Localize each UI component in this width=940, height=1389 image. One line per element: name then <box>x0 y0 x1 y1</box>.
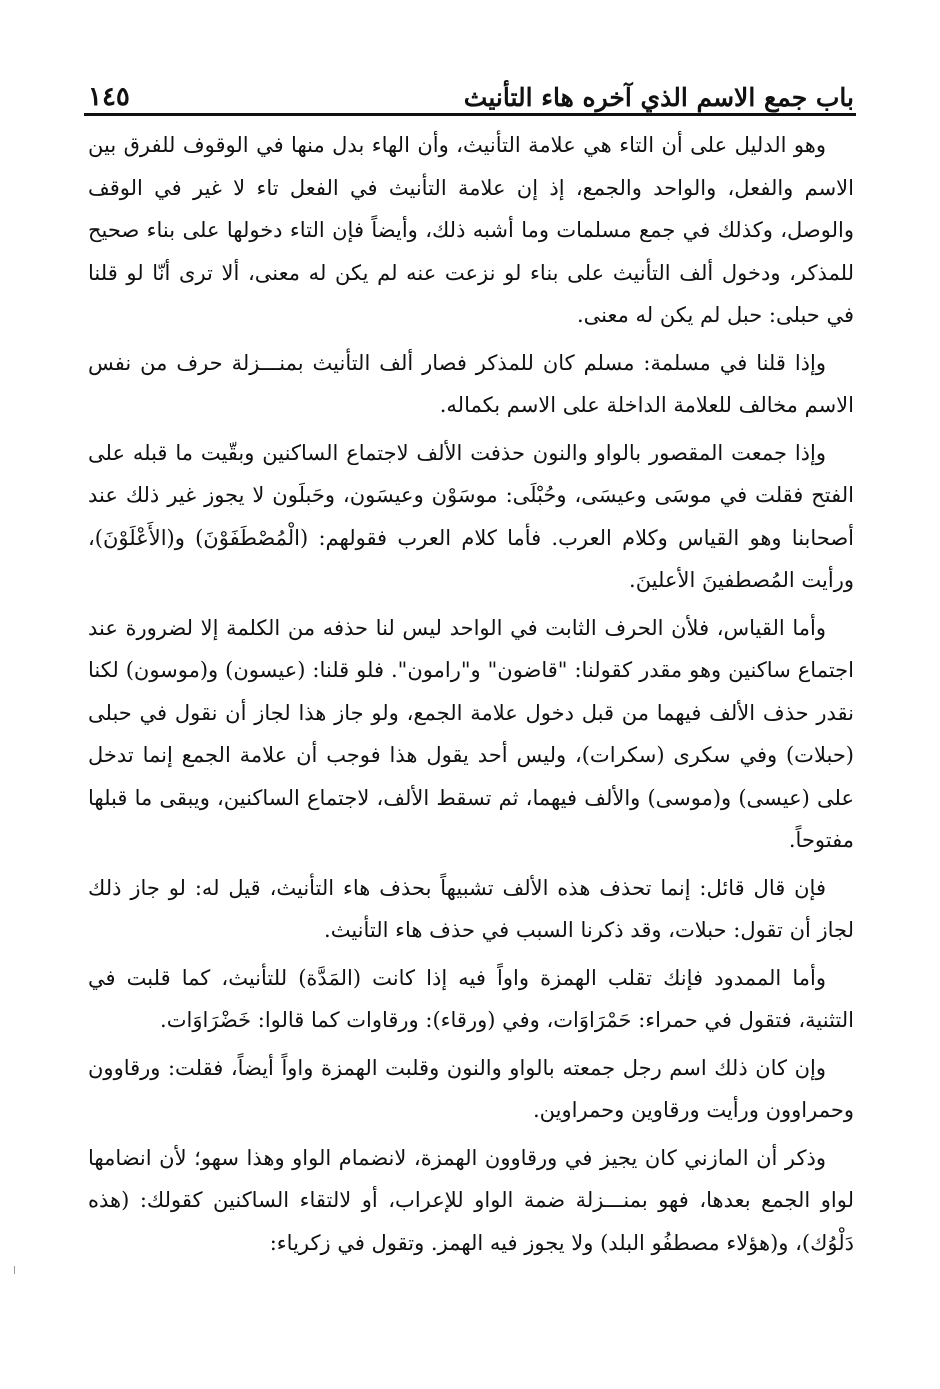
running-title: باب جمع الاسم الذي آخره هاء التأنيث <box>463 83 854 112</box>
header-rule <box>84 113 856 116</box>
page-header <box>88 58 854 112</box>
margin-mark <box>14 1266 15 1274</box>
paragraph: وهو الدليل على أن التاء هي علامة التأنيث، وأن الهاء بدل منها في الوقوف للفرق بين الاسم والفعل، والواحد والجمع، إذ إن علامة التأنيث في الفعل تاء لا غير في الوقف والوصل، وكذلك في جمع مسلمات وما أشبه ذلك، وأيضاً فإن التاء دخولها على بناء صحيح للمذكر، ودخول ألف التأنيث على بناء لو نزعت عنه لم يكن له معنى، ألا ترى أنّا لو قلنا في حبلى: حبل لم يكن له معنى. <box>88 133 854 327</box>
page-body <box>88 124 854 1269</box>
paragraph: وذكر أن المازني كان يجيز في ورقاوون الهمزة، لانضمام الواو وهذا سهو؛ لأن انضامها لواو الجمع بعدها، فهو بمنـــزلة ضمة الواو للإعراب، أو لالتقاء الساكنين كقولك: (هذه دَلْوُك)، و(هؤلاء مصطفُو البلد) ولا يجوز فيه الهمز. وتقول في زكرياء: <box>88 1145 854 1255</box>
paragraph: فإن قال قائل: إنما تحذف هذه الألف تشبيهاً بحذف هاء التأنيث، قيل له: لو جاز ذلك لجاز أن تقول: حبلات، وقد ذكرنا السبب في حذف هاء التأنيث. <box>88 875 854 942</box>
paragraph: وإذا جمعت المقصور بالواو والنون حذفت الألف لاجتماع الساكنين وبقّيت ما قبله على الفتح فقلت في موسَى وعيسَى، وحُبْلَى: موسَوْن وعيسَون، وحَبلَون لا يجوز غير ذلك عند أصحابنا وهو القياس وكلام العرب. فأما كلام العرب فقولهم: (الْمُصْطَفَوْنَ) و(الأَعْلَوْنَ)، ورأيت المُصطفينَ الأعلينَ. <box>88 440 854 592</box>
page-number: ١٤٥ <box>88 82 130 112</box>
paragraph: وأما القياس، فلأن الحرف الثابت في الواحد ليس لنا حذفه من الكلمة إلا لضرورة عند اجتماع ساكنين وهو مقدر كقولنا: "قاضون" و"رامون". فلو قلنا: (عيسون) و(موسون) لكنا نقدر حذف الألف فيهما من قبل دخول علامة الجمع، ولو جاز هذا لجاز أن نقول في حبلى (حبلات) وفي سكرى (سكرات)، وليس أحد يقول هذا فوجب أن علامة الجمع إنما تدخل على (عيسى) و(موسى) والألف فيهما، ثم تسقط الألف، لاجتماع الساكنين، ويبقى ما قبلها مفتوحاً. <box>88 615 854 852</box>
paragraph: وإن كان ذلك اسم رجل جمعته بالواو والنون وقلبت الهمزة واواً أيضاً، فقلت: ورقاوون وحمراوون ورأيت ورقاوين وحمراوين. <box>88 1055 854 1122</box>
paragraph: وإذا قلنا في مسلمة: مسلم كان للمذكر فصار ألف التأنيث بمنـــزلة حرف من نفس الاسم مخالف للعلامة الداخلة على الاسم بكماله. <box>88 350 854 417</box>
paragraph: وأما الممدود فإنك تقلب الهمزة واواً فيه إذا كانت (المَدَّة) للتأنيث، كما قلبت في التثنية، فتقول في حمراء: حَمْرَاوَات، وفي (ورقاء): ورقاوات كما قالوا: خَضْرَاوَات. <box>88 965 854 1032</box>
